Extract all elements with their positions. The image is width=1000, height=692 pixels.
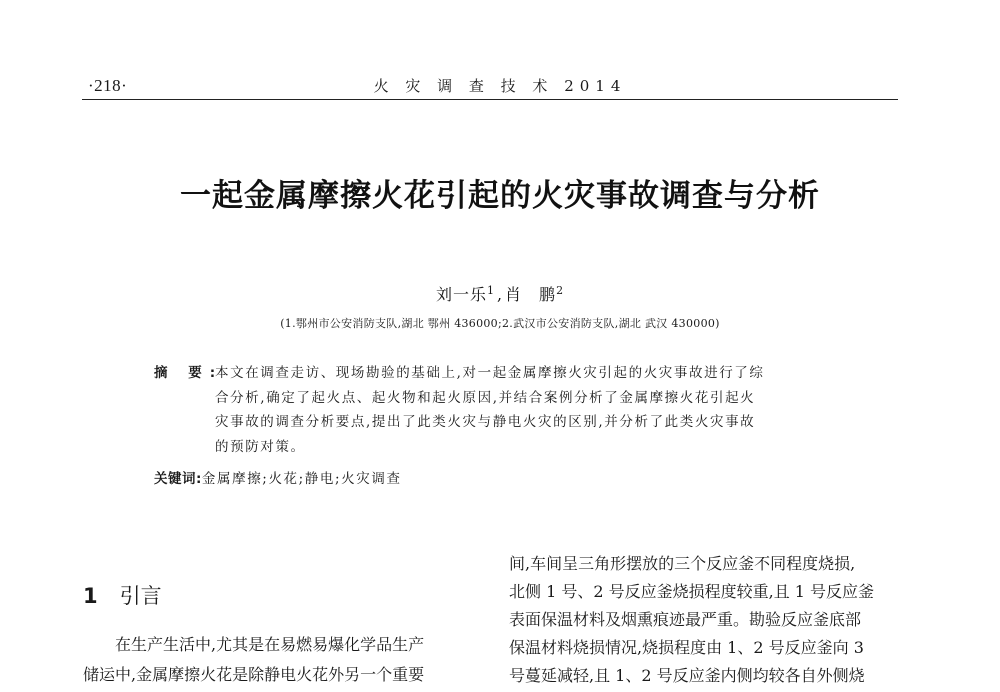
author-2: 肖 鹏 [505,285,557,304]
paper-title: 一起金属摩擦火花引起的火灾事故调查与分析 [180,178,820,214]
body-line: 间,车间呈三角形摆放的三个反应釜不同程度烧损, [509,554,856,573]
keywords [154,467,402,487]
abstract-line: 合分析,确定了起火点、起火物和起火原因,并结合案例分析了金属摩擦火花引起火 [215,389,756,406]
running-header: 火 灾 调 查 技 术 2014 [373,77,627,95]
section-title: 引言 [119,584,162,608]
page-number: ·218· [88,76,128,95]
section-number: 1 [83,584,98,608]
author-separator: , [496,285,504,304]
section-heading [83,580,162,610]
left-column [83,630,475,690]
body-line: 表面保温材料及烟熏痕迹最严重。勘验反应釜底部 [509,610,862,629]
affiliations: (1.鄂州市公安消防支队,湖北 鄂州 436000;2.武汉市公安消防支队,湖北 武汉 430000) [280,317,720,330]
abstract-label: 摘 要: [154,365,224,381]
body-line: 储运中,金属摩擦火花是除静电火花外另一个重要 [83,665,425,684]
abstract-text [215,361,844,459]
header-rule [82,99,898,100]
abstract-line: 的预防对策。 [215,438,306,455]
body-line: 在生产生活中,尤其是在易燃易爆化学品生产 [115,635,425,654]
abstract-line: 本文在调查走访、现场勘验的基础上,对一起金属摩擦火灾引起的火灾事故进行了综 [215,365,765,381]
abstract-line: 灾事故的调查分析要点,提出了此类火灾与静电火灾的区别,并分析了此类火灾事故 [215,414,756,430]
keywords-text: 金属摩擦;火花;静电;火灾调查 [201,471,402,487]
keywords-label: 关键词: [154,471,202,487]
author-2-affiliation-mark: 2 [556,284,565,297]
author-line [0,282,1000,305]
body-line: 北侧 1 号、2 号反应釜烧损程度较重,且 1 号反应釜 [509,582,875,601]
author-1: 刘一乐 [435,285,487,304]
body-line: 号蔓延减轻,且 1、2 号反应釜内侧均较各自外侧烧 [509,666,865,685]
author-1-affiliation-mark: 1 [486,284,495,297]
abstract [154,361,844,459]
body-line: 保温材料烧损情况,烧损程度由 1、2 号反应釜向 3 [509,638,864,657]
right-column [509,550,901,690]
